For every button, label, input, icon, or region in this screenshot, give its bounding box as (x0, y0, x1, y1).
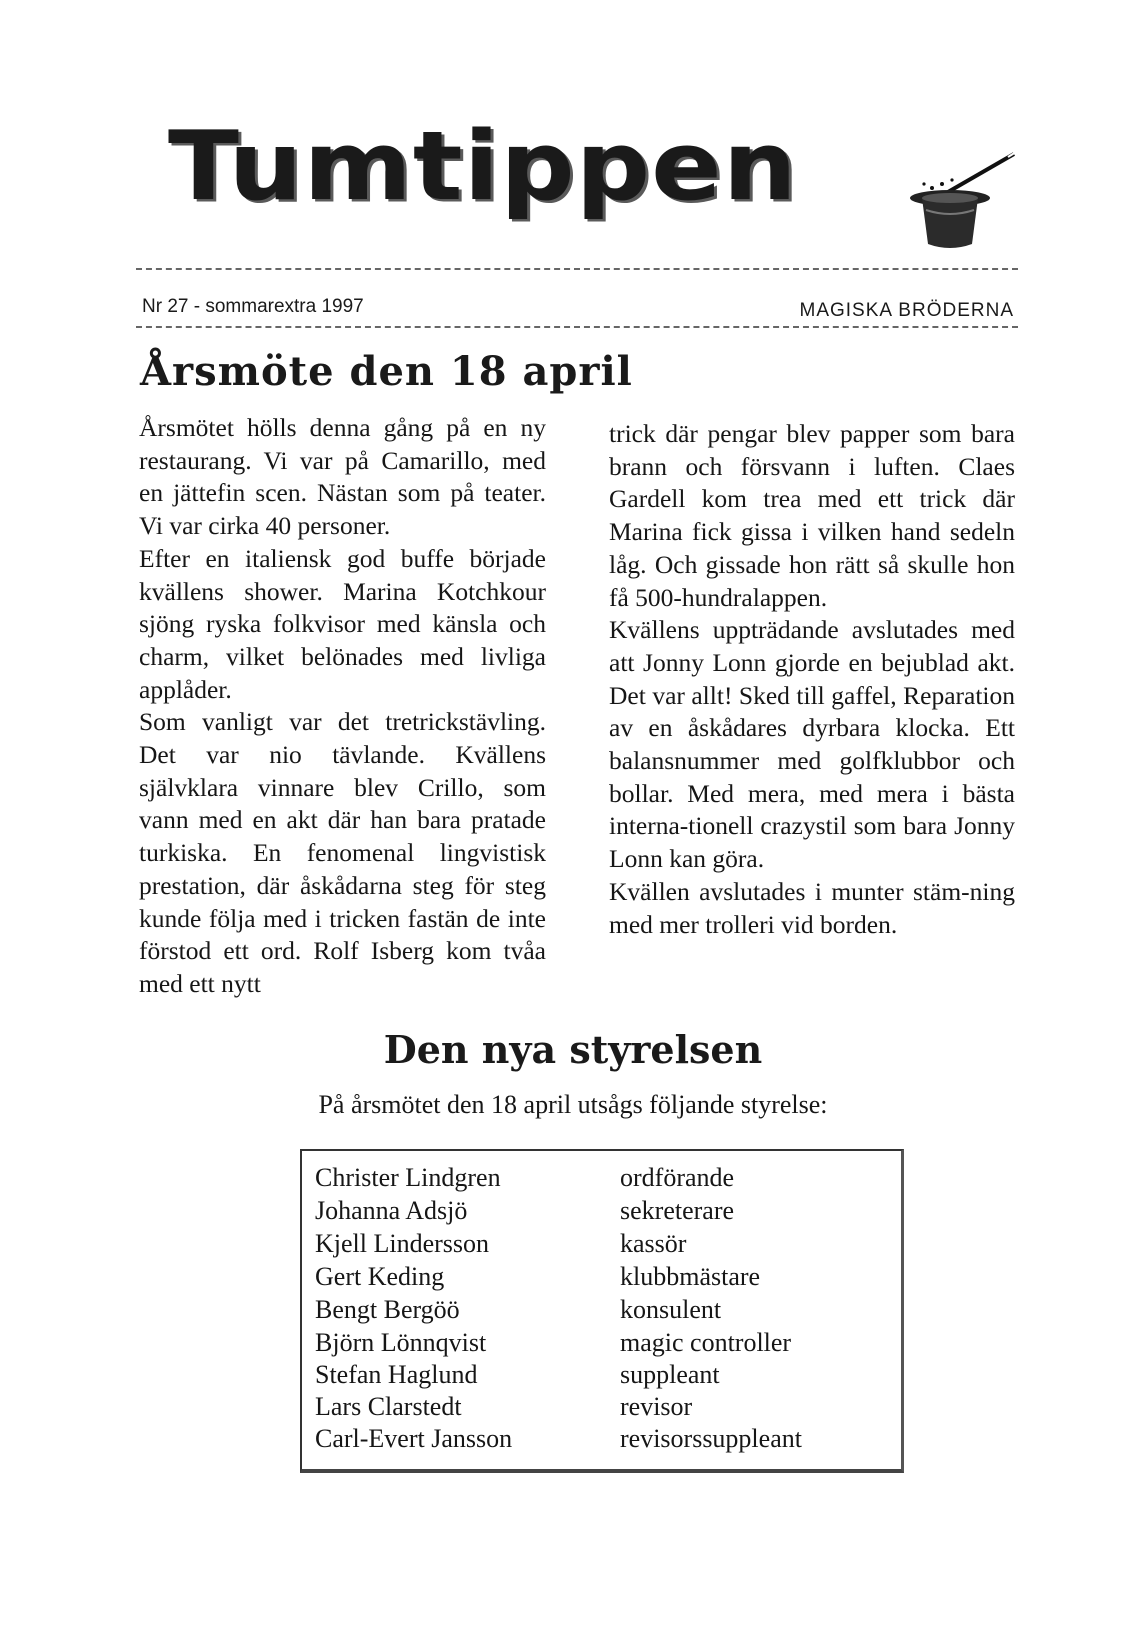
member-role: revisor (620, 1392, 693, 1421)
dashed-divider (136, 326, 1018, 328)
board-row (315, 1295, 895, 1327)
board-row (315, 1392, 895, 1424)
board-row (315, 1424, 895, 1456)
member-role: sekreterare (620, 1196, 735, 1225)
issue-number: Nr 27 - sommarextra 1997 (142, 296, 364, 317)
board-row (315, 1229, 895, 1261)
article-paragraph: Årsmötet hölls denna gång på en ny restaurang. Vi var på Camarillo, med en jättefin scen. Nästan som på teater. Vi var cirka 40 personer. (139, 413, 546, 541)
member-name: Björn Lönnqvist (315, 1328, 487, 1357)
publisher-name: MAGISKA BRÖDERNA (799, 300, 1014, 321)
member-name: Christer Lindgren (315, 1163, 501, 1192)
member-name: Kjell Lindersson (315, 1229, 490, 1258)
board-intro: På årsmötet den 18 april utsågs följande styrelse: (318, 1090, 828, 1119)
member-role: revisorssuppleant (620, 1424, 802, 1453)
issue-bar (136, 268, 1018, 328)
magic-hat-icon (890, 148, 1020, 258)
member-role: klubbmästare (620, 1262, 761, 1291)
article-left-column (139, 412, 546, 1001)
article-paragraph: Efter en italiensk god buffe började kvällens shower. Marina Kotchkour sjöng ryska folkvisor med känsla och charm, vilket belönades med livliga applåder. (139, 543, 546, 704)
board-heading: Den nya styrelsen (383, 1027, 763, 1072)
member-name: Bengt Bergöö (315, 1295, 460, 1324)
member-role: konsulent (620, 1295, 722, 1324)
member-role: ordförande (620, 1163, 735, 1192)
dashed-divider (136, 268, 1018, 270)
board-row (315, 1163, 895, 1195)
board-row (315, 1360, 895, 1392)
member-name: Carl-Evert Jansson (315, 1424, 513, 1453)
article-paragraph: trick där pengar blev papper som bara brann och försvann i luften. Claes Gardell kom trea med ett trick där Marina fick gissa i vilken hand sedeln låg. Och gissade hon rätt så skulle hon få 500-hundralappen. (609, 419, 1015, 612)
board-table (300, 1149, 904, 1473)
article-paragraph: Som vanligt var det tretrickstävling. Det var nio tävlande. Kvällens självklara vinnare blev Crillo, som vann med en akt där han bara pratade turkiska. En fenomenal lingvistisk prestation, där åskådarna steg för steg kunde följa med i tricken fastän de inte förstod ett ord. Rolf Isberg kom tvåa med ett nytt (139, 707, 546, 998)
member-role: magic controller (620, 1328, 792, 1357)
board-row (315, 1196, 895, 1228)
member-role: kassör (620, 1229, 687, 1258)
masthead-title: Tumtippen (168, 109, 798, 222)
member-role: suppleant (620, 1360, 720, 1389)
member-name: Gert Keding (315, 1262, 445, 1291)
board-row (315, 1328, 895, 1360)
member-name: Lars Clarstedt (315, 1392, 462, 1421)
article-paragraph: Kvällens uppträdande avslutades med att Jonny Lonn gjorde en bejublad akt. Det var allt! Sked till gaffel, Reparation av en åskådares dyrbara klocka. Ett balansnummer med golfklubbor och bollar. Med mera, med mera i bästa interna-tionell crazystil som bara Jonny Lonn kan göra. (609, 615, 1015, 874)
article-headline: Årsmöte den 18 april (140, 348, 633, 395)
article-paragraph: Kvällen avslutades i munter stäm-ning med mer trolleri vid borden. (609, 876, 1015, 939)
member-name: Johanna Adsjö (315, 1196, 468, 1225)
member-name: Stefan Haglund (315, 1360, 478, 1389)
board-row (315, 1262, 895, 1294)
article-right-column (609, 418, 1015, 941)
